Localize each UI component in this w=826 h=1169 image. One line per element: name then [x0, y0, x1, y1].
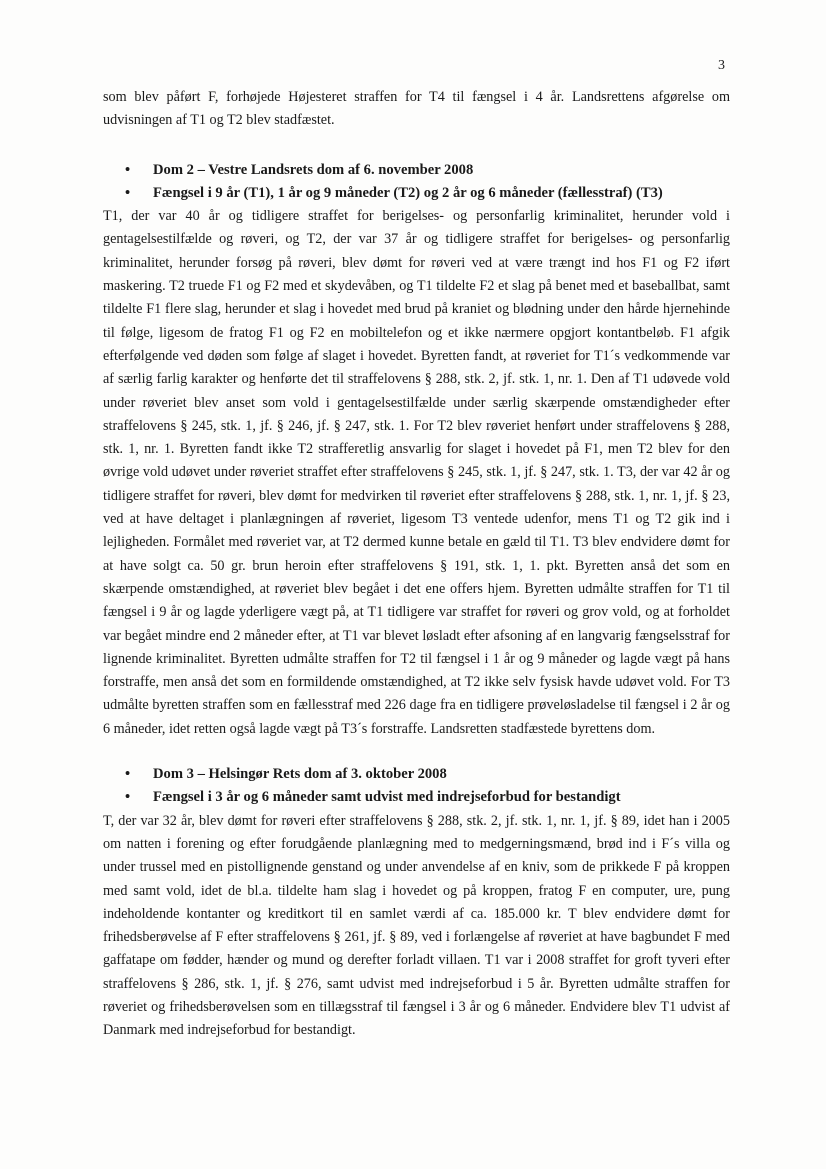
page-number: 3 — [718, 58, 725, 73]
judgment-3-title-text: Dom 3 – Helsingør Rets dom af 3. oktober 2008 — [153, 766, 447, 783]
judgment-3-sentence-text: Fængsel i 3 år og 6 måneder samt udvist med indrejseforbud for bestandigt — [153, 789, 621, 806]
intro-paragraph: som blev påført F, forhøjede Højesteret straffen for T4 til fængsel i 4 år. Landsrettens afgørelse om udvisningen af T1 og T2 blev stadfæstet. — [103, 89, 730, 129]
judgment-3-heading-list — [103, 763, 730, 810]
judgment-3-sentence — [103, 786, 730, 809]
judgment-2-title — [103, 159, 730, 182]
judgment-3-title — [103, 763, 730, 786]
bullet-icon: • — [125, 766, 131, 783]
judgment-2-heading-list — [103, 159, 730, 206]
bullet-icon: • — [125, 161, 131, 178]
page-content — [103, 86, 730, 1043]
judgment-2-sentence — [103, 182, 730, 205]
judgment-2-title-text: Dom 2 – Vestre Landsrets dom af 6. november 2008 — [153, 161, 474, 178]
judgment-section-2 — [103, 159, 730, 741]
judgment-3-body: T, der var 32 år, blev dømt for røveri efter straffelovens § 288, stk. 2, jf. stk. 1, nr. 1, jf. § 89, idet han i 2005 om natten i forening og efter forudgående planlægning med to medgerningsmænd, brød ind i F´s villa og under trussel med en pistollignende genstand og under anvendelse af en kniv, som de prikkede F på kroppen med samt vold, idet de bl.a. tildelte ham slag i hovedet og på kroppen, fratog F en computer, ure, pung indeholdende kontanter og kreditkort til en samlet værdi af ca. 185.000 kr. T blev endvidere dømt for frihedsberøvelse af F efter straffelovens § 261, jf. § 89, ved i forlængelse af røveriet at have bagbundet F med gaffatape om fødder, hænder og mund og derefter forladt villaen. T1 var i 2008 straffet for groft tyveri efter straffelovens § 286, stk. 1, jf. § 276, samt udvist med indrejseforbud i 5 år. Byretten udmålte straffen for røveriet og frihedsberøvelsen som en tillægsstraf til fængsel i 3 år og 6 måneder. Endvidere blev T1 udvist af Danmark med indrejseforbud for bestandigt. — [103, 812, 730, 1039]
bullet-icon: • — [125, 789, 131, 806]
bullet-icon: • — [125, 184, 131, 201]
judgment-2-sentence-text: Fængsel i 9 år (T1), 1 år og 9 måneder (T2) og 2 år og 6 måneder (fællesstraf) (T3) — [153, 184, 663, 201]
judgment-2-body: T1, der var 40 år og tidligere straffet for berigelses- og personfarlig kriminalitet, herunder vold i gentagelsestilfælde og røveri, og T2, der var 37 år og tidligere straffet for berigelses- og personfarlig kriminalitet, herunder forsøg på røveri, blev dømt for røveri ved at være trængt ind hos F1 og F2 iført maskering. T2 truede F1 og F2 med et skydevåben, og T1 tildelte F2 et slag på benet med et baseballbat, samt tildelte F1 flere slag, herunder et slag i hovedet med brud på kraniet og blødning under den hårde hjernehinde til følge, ligesom de fratog F1 og F2 en mobiltelefon og et ikke nærmere opgjort kontantbeløb. F1 afgik efterfølgende ved døden som følge af slaget i hovedet. Byretten fandt, at røveriet for T1´s vedkommende var af særlig farlig karakter og henførte det til straffelovens § 288, stk. 2, jf. stk. 1, nr. 1. Den af T1 udøvede vold under røveriet blev anset som vold i gentagelsestilfælde under særlig skærpende omstændigheder efter straffelovens § 245, stk. 1, jf. § 246, jf. § 247, stk. 1. For T2 blev røveriet henført under straffelovens § 288, stk. 1, nr. 1. Byretten fandt ikke T2 strafferetlig ansvarlig for slaget i hovedet på F1, men T2 blev for den øvrige vold udøvet under røveriet straffet efter straffelovens § 245, stk. 1, jf. § 247, stk. 1. T3, der var 42 år og tidligere straffet for røveri, blev dømt for medvirken til røveriet efter straffelovens § 288, stk. 1, nr. 1, jf. § 23, ved at have deltaget i planlægningen af røveriet, ligesom T3 ventede udenfor, mens T1 og T2 gik ind i lejligheden. Formålet med røveriet var, at T2 dermed kunne betale en gæld til T1. T3 blev endvidere dømt for at have solgt ca. 50 gr. brun heroin efter straffelovens § 191, stk. 1, 1. pkt. Byretten anså det som en skærpende omstændighed, at røveriet blev begået i det ene offers hjem. Byretten udmålte straffen for T1 til fængsel i 9 år og lagde yderligere vægt på, at T1 tidligere var straffet for røveri og grov vold, og at forholdet var begået mindre end 2 måneder efter, at T1 var blevet løsladt efter afsoning af en langvarig fængselsstraf for lignende kriminalitet. Byretten udmålte straffen for T2 til fængsel i 1 år og 9 måneder og lagde vægt på hans forstraffe, men anså det som en formildende omstændighed, at T2 ikke selv fysisk havde udøvet vold. For T3 udmålte byretten straffen som en fællesstraf med 226 dage fra en tidligere prøveløsladelse til fængsel i 2 år og 6 måneder, idet retten også lagde vægt på T3´s forstraffe. Landsretten stadfæstede byrettens dom. — [103, 208, 730, 737]
judgment-section-3 — [103, 763, 730, 1043]
